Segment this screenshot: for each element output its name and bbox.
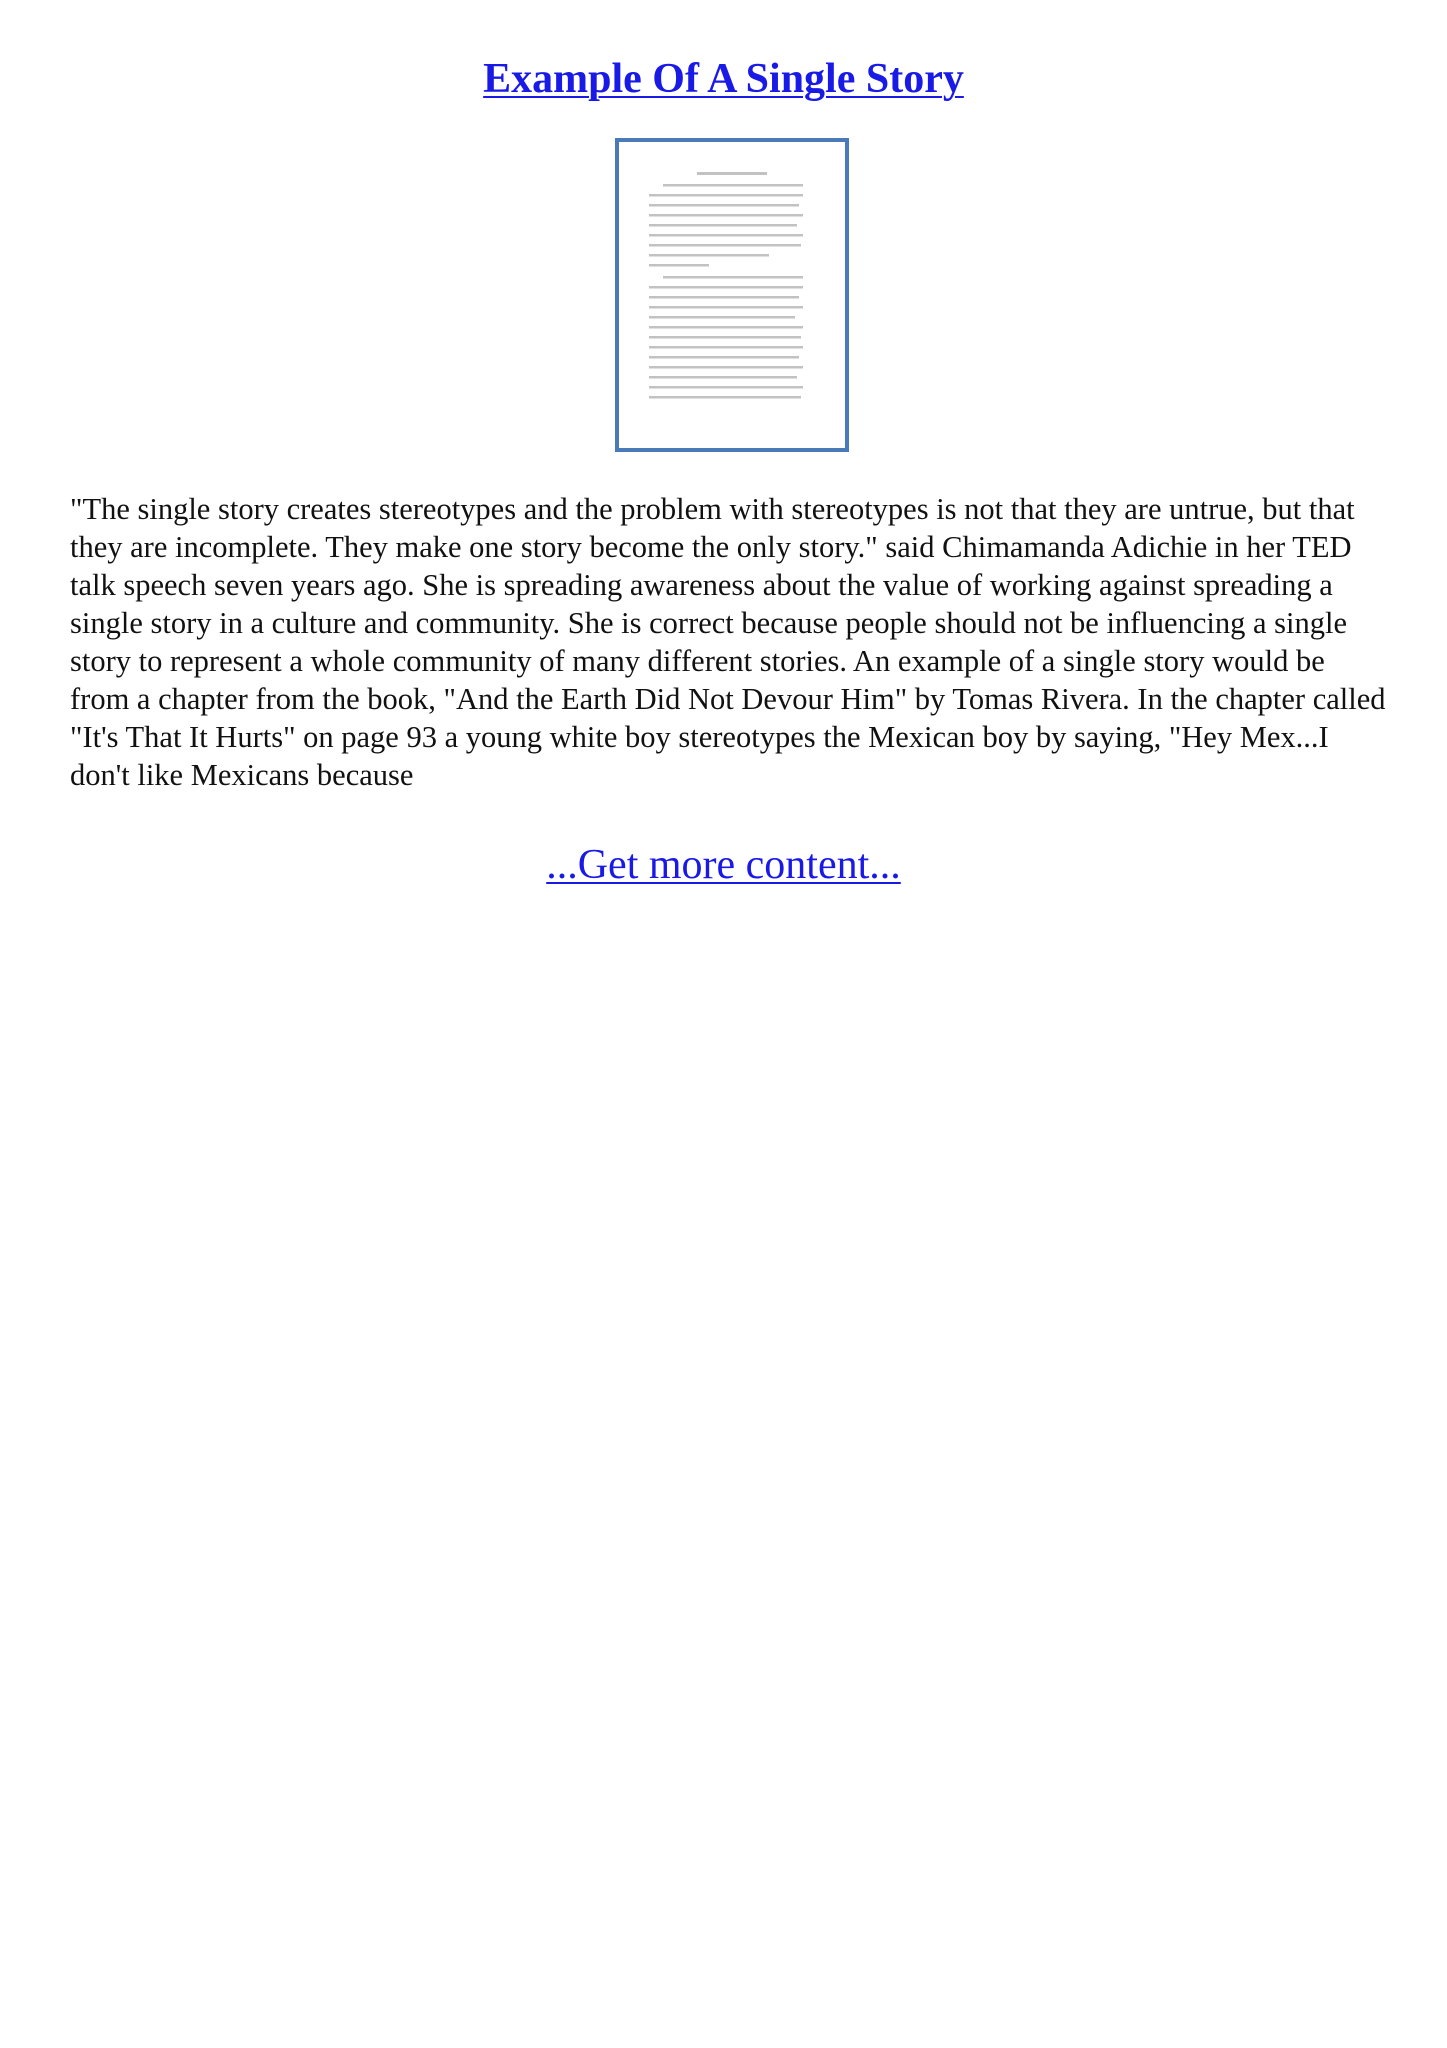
document-preview-thumbnail[interactable] <box>615 138 849 452</box>
page-title <box>0 52 1447 106</box>
document-preview-image <box>619 142 845 448</box>
excerpt-paragraph: "The single story creates stereotypes and the problem with stereotypes is not that they are untrue, but that they are incomplete. They make one story become the only story." said Chimamanda Adichie in her TED talk speech seven years ago. She is spreading awareness about the value of working against spreading a single story in a culture and community. She is correct because people should not be influencing a single story to represent a whole community of many different stories. An example of a single story would be from a chapter from the book, "And the Earth Did Not Devour Him" by Tomas Rivera. In the chapter called "It's That It Hurts" on page 93 a young white boy stereotypes the Mexican boy by saying, "Hey Mex...I don't like Mexicans because <box>70 492 1386 792</box>
title-link[interactable]: Example Of A Single Story <box>483 56 964 102</box>
more-content-container <box>0 838 1447 892</box>
get-more-content-link[interactable]: ...Get more content... <box>546 842 901 888</box>
